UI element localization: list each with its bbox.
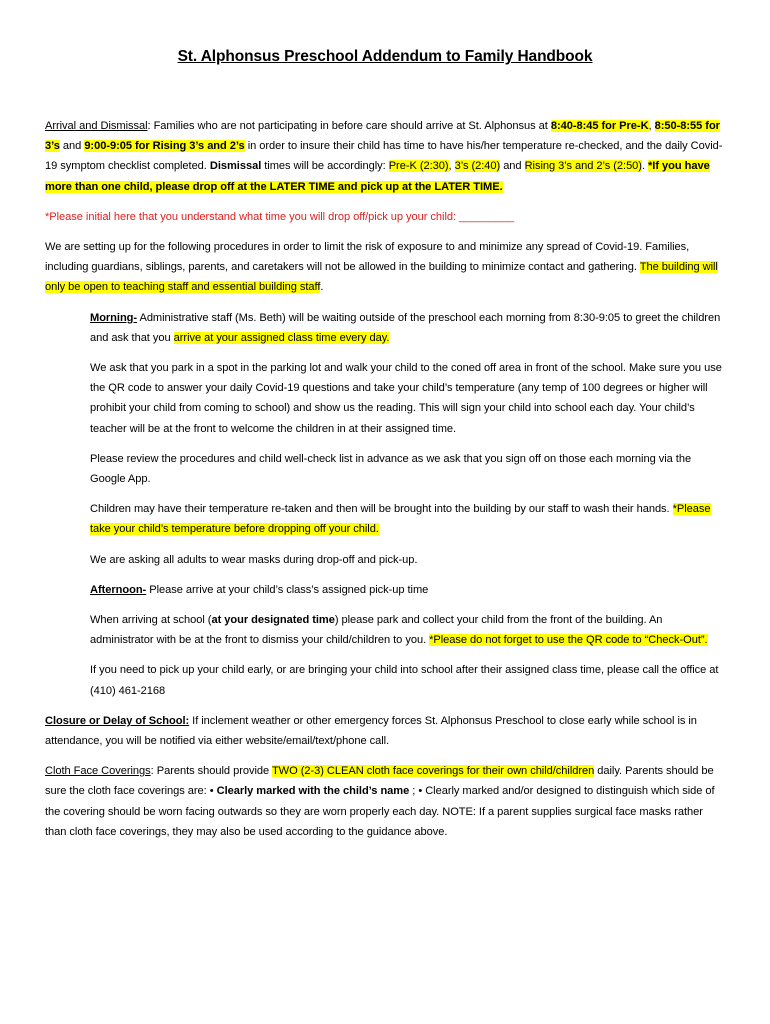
designated-time-bold: at your designated time	[211, 614, 335, 627]
arriving-text-1: When arriving at school (	[90, 614, 212, 627]
arrival-text-5: times will be accordingly:	[261, 160, 389, 173]
two-coverings-note: TWO (2-3) CLEAN cloth face coverings for their own child/children	[271, 765, 595, 778]
document-page	[45, 48, 725, 852]
cloth-text-3: ; • Clearly marked and/or designed to distinguish which side of the covering should be worn facing outwards so they are worn properly each day. NOTE: If a parent supplies surgical face masks rather than cloth face coverings, they may also be used according to the guidance above.	[45, 785, 715, 838]
closure-heading: Closure or Delay of School:	[45, 714, 190, 727]
rising-dismissal-time: Rising 3’s and 2’s (2:50)	[524, 160, 642, 173]
temperature-text-1: Children may have their temperature re-taken and then will be brought into the building by our staff to wash their hands.	[90, 503, 673, 516]
arrival-text-8: .	[641, 160, 649, 173]
cloth-coverings-paragraph	[45, 761, 725, 842]
threes-arrival-time: 8:50-8:55 for 3’s	[45, 120, 720, 153]
morning-heading: Morning-	[90, 311, 138, 324]
dismissal-word: Dismissal	[209, 160, 262, 173]
later-time-note: *If you have more than one child, please drop off at the LATER TIME and pick up at the LATER TIME.	[45, 160, 710, 193]
document-title: St. Alphonsus Preschool Addendum to Family Handbook	[177, 48, 593, 65]
afternoon-paragraph	[90, 580, 725, 600]
arrival-text-2: ,	[648, 120, 655, 132]
procedures-text-1: We are setting up for the following procedures in order to limit the risk of exposure to and minimize any spread of Covid-19. Families, including guardians, siblings, parents, and caretakers will not be allowed in the building to minimize contact and gathering.	[45, 241, 690, 274]
cloth-heading: Cloth Face Coverings	[45, 765, 151, 778]
check-out-note: *Please do not forget to use the QR code to “Check-Out”.	[429, 634, 708, 647]
arrival-text-3: and	[59, 140, 85, 153]
prek-dismissal-time: Pre-K (2:30)	[388, 160, 449, 173]
parking-paragraph: We ask that you park in a spot in the parking lot and walk your child to the coned off area in front of the school. Make sure you use the QR code to answer your daily Covid-19 questions and take your child’s temperature (any temp of 100 degrees or higher will prohibit your child from coming to school) and show us the reading. This will sign your child into school each day. Your child’s teacher will be at the front to welcome the children in at their assigned time.	[90, 362, 722, 435]
closure-text-1: If inclement weather or other emergency forces St. Alphonsus Preschool to close early while school is in attendance, you will be notified via either website/email/text/phone call.	[45, 714, 697, 748]
cloth-text-1: : Parents should provide	[150, 765, 272, 778]
arrival-text-6: ,	[448, 160, 455, 173]
arriving-text-2: ) please park and collect your child from the front of the building. An administrator with be at the front to dismiss your child/children to you.	[90, 614, 663, 647]
initial-line: *Please initial here that you understand what time you will drop off/pick up your child: _________	[45, 210, 515, 223]
procedures-text-2: .	[320, 281, 324, 294]
early-pickup-paragraph: If you need to pick up your child early, or are bringing your child into school after their assigned class time, please call the office at (410) 461-2168	[90, 664, 719, 697]
rising-arrival-time: 9:00-9:05 for Rising 3’s and 2’s	[84, 140, 245, 153]
temperature-note: *Please take your child’s temperature before dropping off your child.	[90, 503, 711, 536]
arrive-assigned-time-note: arrive at your assigned class time every day.	[173, 331, 390, 344]
morning-text-1: Administrative staff (Ms. Beth) will be waiting outside of the preschool each morning from 8:30-9:05 to greet the children and ask that you	[90, 311, 721, 344]
arriving-paragraph	[90, 610, 725, 650]
arrival-text-7: and	[500, 160, 525, 173]
arrival-text-4: in order to insure their child has time to have his/her temperature re-checked, and the daily Covid-19 symptom checklist completed.	[45, 140, 723, 173]
afternoon-text-1: Please arrive at your child’s class’s assigned pick-up time	[146, 583, 429, 596]
masks-paragraph: We are asking all adults to wear masks during drop-off and pick-up.	[90, 553, 418, 566]
prek-arrival-time: 8:40-8:45 for Pre-K	[550, 120, 649, 132]
afternoon-heading: Afternoon-	[90, 583, 147, 596]
procedures-paragraph	[45, 237, 725, 298]
building-open-note: The building will only be open to teaching staff and essential building staff	[45, 261, 718, 294]
arrival-text-1: : Families who are not participating in before care should arrive at St. Alphonsus at	[147, 120, 551, 132]
arrival-dismissal-paragraph	[45, 116, 725, 197]
threes-dismissal-time: 3’s (2:40)	[454, 160, 501, 173]
review-paragraph: Please review the procedures and child well-check list in advance as we ask that you sign off on those each morning via the Google App.	[90, 452, 692, 486]
temperature-paragraph	[90, 499, 725, 539]
marked-name-bold: Clearly marked with the child’s name	[216, 785, 410, 798]
closure-paragraph	[45, 711, 725, 751]
arrival-heading: Arrival and Dismissal	[45, 120, 148, 132]
morning-paragraph	[90, 308, 725, 348]
cloth-text-2: daily. Parents should be sure the cloth face coverings are: •	[45, 765, 714, 798]
